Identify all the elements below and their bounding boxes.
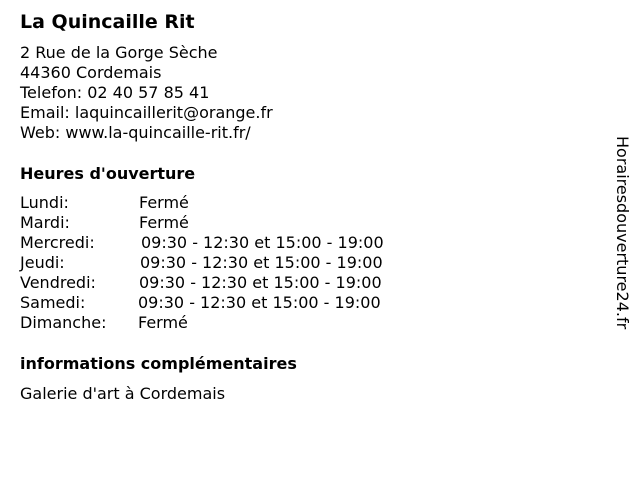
- business-name: La Quincaille Rit: [20, 11, 195, 33]
- additional-info-text: Galerie d'art à Cordemais: [20, 384, 226, 403]
- day-label: Mercredi:: [20, 233, 95, 252]
- day-label: Samedi:: [20, 293, 86, 312]
- email-address: Email: laquincaillerit@orange.fr: [20, 103, 273, 122]
- day-label: Dimanche:: [20, 313, 107, 332]
- hours-value: Fermé: [139, 193, 189, 212]
- day-label: Vendredi:: [20, 273, 96, 292]
- day-label: Mardi:: [20, 213, 70, 232]
- city-postcode: 44360 Cordemais: [20, 63, 162, 82]
- site-watermark: Horairesdouverture24.fr: [613, 136, 632, 330]
- hours-value: 09:30 - 12:30 et 15:00 - 19:00: [140, 253, 383, 272]
- day-label: Jeudi:: [20, 253, 65, 272]
- phone-number: Telefon: 02 40 57 85 41: [20, 83, 210, 102]
- hours-value: 09:30 - 12:30 et 15:00 - 19:00: [139, 273, 382, 292]
- street-address: 2 Rue de la Gorge Sèche: [20, 43, 218, 62]
- hours-value: Fermé: [139, 213, 189, 232]
- opening-hours-heading: Heures d'ouverture: [20, 164, 196, 183]
- day-label: Lundi:: [20, 193, 69, 212]
- hours-value: 09:30 - 12:30 et 15:00 - 19:00: [138, 293, 381, 312]
- hours-value: 09:30 - 12:30 et 15:00 - 19:00: [141, 233, 384, 252]
- hours-value: Fermé: [138, 313, 188, 332]
- contact-block: [20, 43, 273, 143]
- website-address: Web: www.la-quincaille-rit.fr/: [20, 123, 251, 142]
- additional-info-heading: informations complémentaires: [20, 354, 297, 373]
